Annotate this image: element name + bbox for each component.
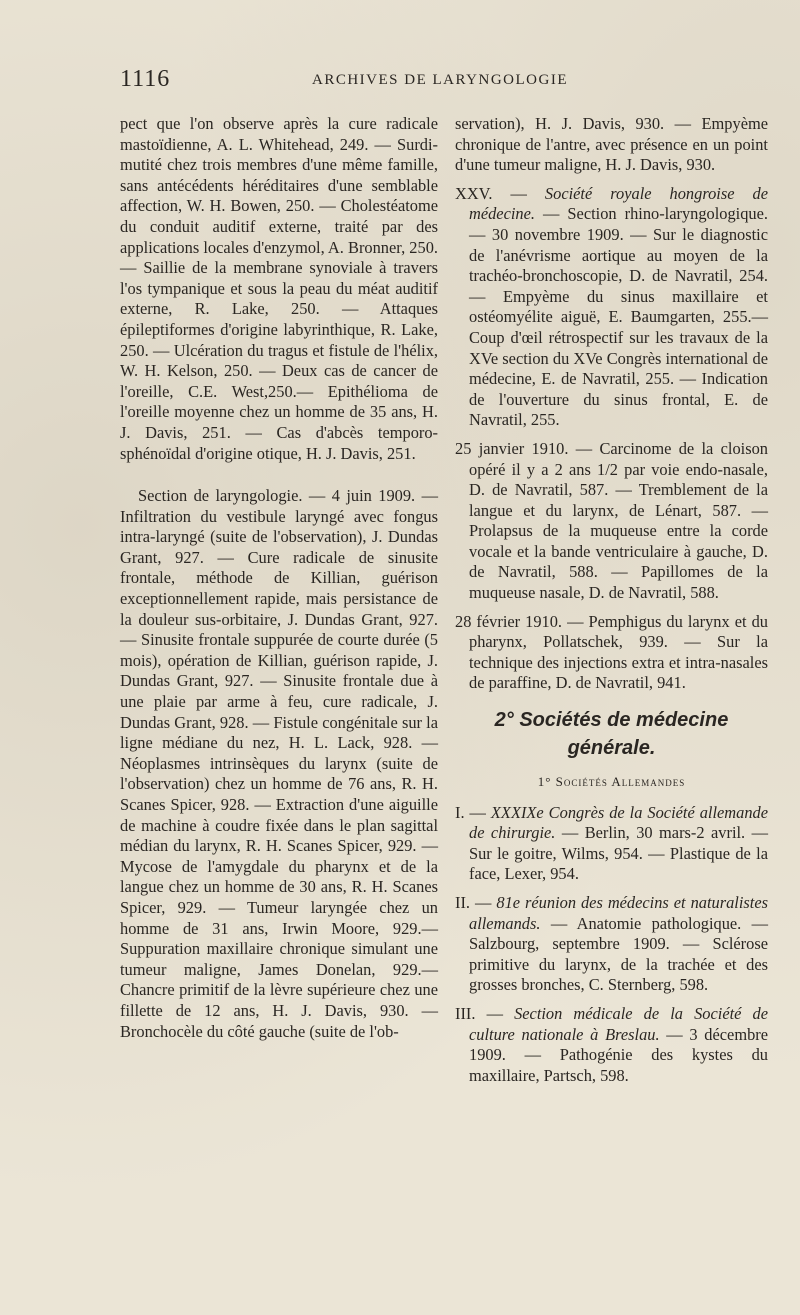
- right-column: [455, 114, 768, 1094]
- entry-xxv-society: Société royale hongroise de médecine.: [469, 183, 768, 224]
- entry-xxv: [455, 184, 768, 431]
- section-heading: 2° Sociétés de médecine générale.: [494, 709, 729, 760]
- entry-ii-society: 81e réunion des médecins et naturalistes allemands.: [469, 893, 768, 933]
- entry-iii-text: — 3 décembre 1909. — Pathogénie des kystes du maxillaire, Partsch, 598.: [469, 1024, 768, 1085]
- entry-ii-text: — Anatomie pathologique. — Salzbourg, septembre 1909. — Sclérose primitive du larynx, de la trachée et des grosses bronches, C. Sternberg, 598.: [469, 913, 768, 995]
- spacer: [120, 472, 438, 486]
- entry-iii-prefix: III. —: [455, 1003, 515, 1023]
- entry-i-text: — Berlin, 30 mars-2 avril. — Sur le goitre, Wilms, 954. — Plastique de la face, Lexer, 954.: [469, 823, 768, 884]
- running-title: ARCHIVES DE LARYNGOLOGIE: [312, 72, 568, 88]
- entry-xxv-text: — Section rhino-laryngologique. — 30 novembre 1909. — Sur le diagnostic de l'anévrisme aortique au moyen de la trachéo-bronchoscopie, D. de Navratil, 254. — Empyème du sinus maxillaire et ostéomyélite aiguë, E. Baumgarten, 255.—Coup d'œil rétrospectif sur les travaux de la XVe section du XVe Congrès international de médecine, E. de Navratil, 255. — Indication de l'ouverture du sinus frontal, E. de Navratil, 255.: [469, 204, 768, 430]
- page-header: [120, 66, 720, 96]
- page-number: 1116: [120, 66, 171, 92]
- entry-xxv-prefix: XXV. —: [455, 183, 545, 203]
- entry-january: 25 janvier 1910. — Carcinome de la cloison opéré il y a 2 ans 1/2 par voie endo-nasale, D. de Navratil, 587. — Tremblement de la langue et du larynx, de Lénart, 587. — Prolapsus de la muqueuse entre la corde vocale et la bande ventriculaire à gauche, D. de Navratil, 588. — Papillomes de la muqueuse nasale, D. de Navratil, 588.: [455, 438, 768, 603]
- entry-iii-society: Section médicale de la Société de culture nationale à Breslau.: [469, 1003, 769, 1044]
- left-paragraph-1: pect que l'on observe après la cure radicale mastoïdienne, A. L. Whitehead, 249. — Surdi-mutité chez trois membres d'une même famille, sans antécédents héréditaires d'une semblable affection, W. H. Bowen, 250. — Cholestéatome du conduit auditif externe, traité par des applications locales d'enzymol, A. Bronner, 250. — Saillie de la membrane synoviale à travers l'os tympanique et sous la peau du méat auditif externe, R. Lake, 250. — Attaques épileptiformes d'origine labyrinthique, R. Lake, 250. — Ulcération du tragus et fistule de l'hélix, W. H. Kelson, 250. — Deux cas de cancer de l'oreille, C.E. West,250.— Epithélioma de l'oreille moyenne chez un homme de 35 ans, H. J. Davis, 251. — Cas d'abcès temporo-sphénoïdal d'origine otique, H. J. Davis, 251.: [120, 114, 438, 463]
- entry-i: [455, 803, 768, 885]
- right-paragraph-1: servation), H. J. Davis, 930. — Empyème chronique de l'antre, avec présence en un point d'une tumeur maligne, H. J. Davis, 930.: [455, 114, 768, 175]
- entry-i-prefix: I. —: [455, 802, 491, 822]
- entry-i-society: XXXIXe Congrès de la Société allemande de chirurgie.: [469, 802, 768, 843]
- entry-ii-prefix: II. —: [455, 893, 497, 912]
- left-column: [120, 114, 438, 1050]
- left-paragraph-2: Section de laryngologie. — 4 juin 1909. — Infiltration du vestibule laryngé avec fongus intra-laryngé (suite de l'observation), J. Dundas Grant, 927. — Cure radicale de sinusite frontale, méthode de Killian, guérison exceptionnellement rapide, mais persistance de la douleur sus-orbitaire, J. Dundas Grant, 927. — Sinusite frontale suppurée de courte durée (5 mois), opération de Killian, guérison rapide, J. Dundas Grant, 927. — Sinusite frontale due à une plaie par arme à feu, cure radicale, J. Dundas Grant, 928. — Fistule congénitale sur la ligne médiane du nez, H. L. Lack, 928. — Néoplasmes intrinsèques du larynx (suite de l'observation) chez un homme de 76 ans, R. H. Scanes Spicer, 928. — Extraction d'une aiguille de machine à coudre fixée dans le plan sagittal médian du larynx, R. H. Scanes Spicer, 929. — Mycose de l'amygdale du pharynx et de la langue chez un homme de 30 ans, R. H. Scanes Spicer, 929. — Tumeur laryngée chez un homme de 31 ans, Irwin Moore, 929.— Suppuration maxillaire chronique simulant une tumeur maligne, James Donelan, 929.— Chancre primitif de la lèvre supérieure chez une fillette de 12 ans, H. J. Davis, 930. — Bronchocèle du côté gauche (suite de l'ob-: [120, 486, 438, 1041]
- subheading: 1° Sociétés Allemandes: [537, 774, 686, 790]
- entry-february: 28 février 1910. — Pemphigus du larynx et du pharynx, Pollatschek, 939. — Sur la technique des injections extra et intra-nasales de paraffine, D. de Navratil, 941.: [455, 611, 768, 693]
- entry-iii: [455, 1004, 768, 1086]
- entry-ii: [455, 893, 768, 996]
